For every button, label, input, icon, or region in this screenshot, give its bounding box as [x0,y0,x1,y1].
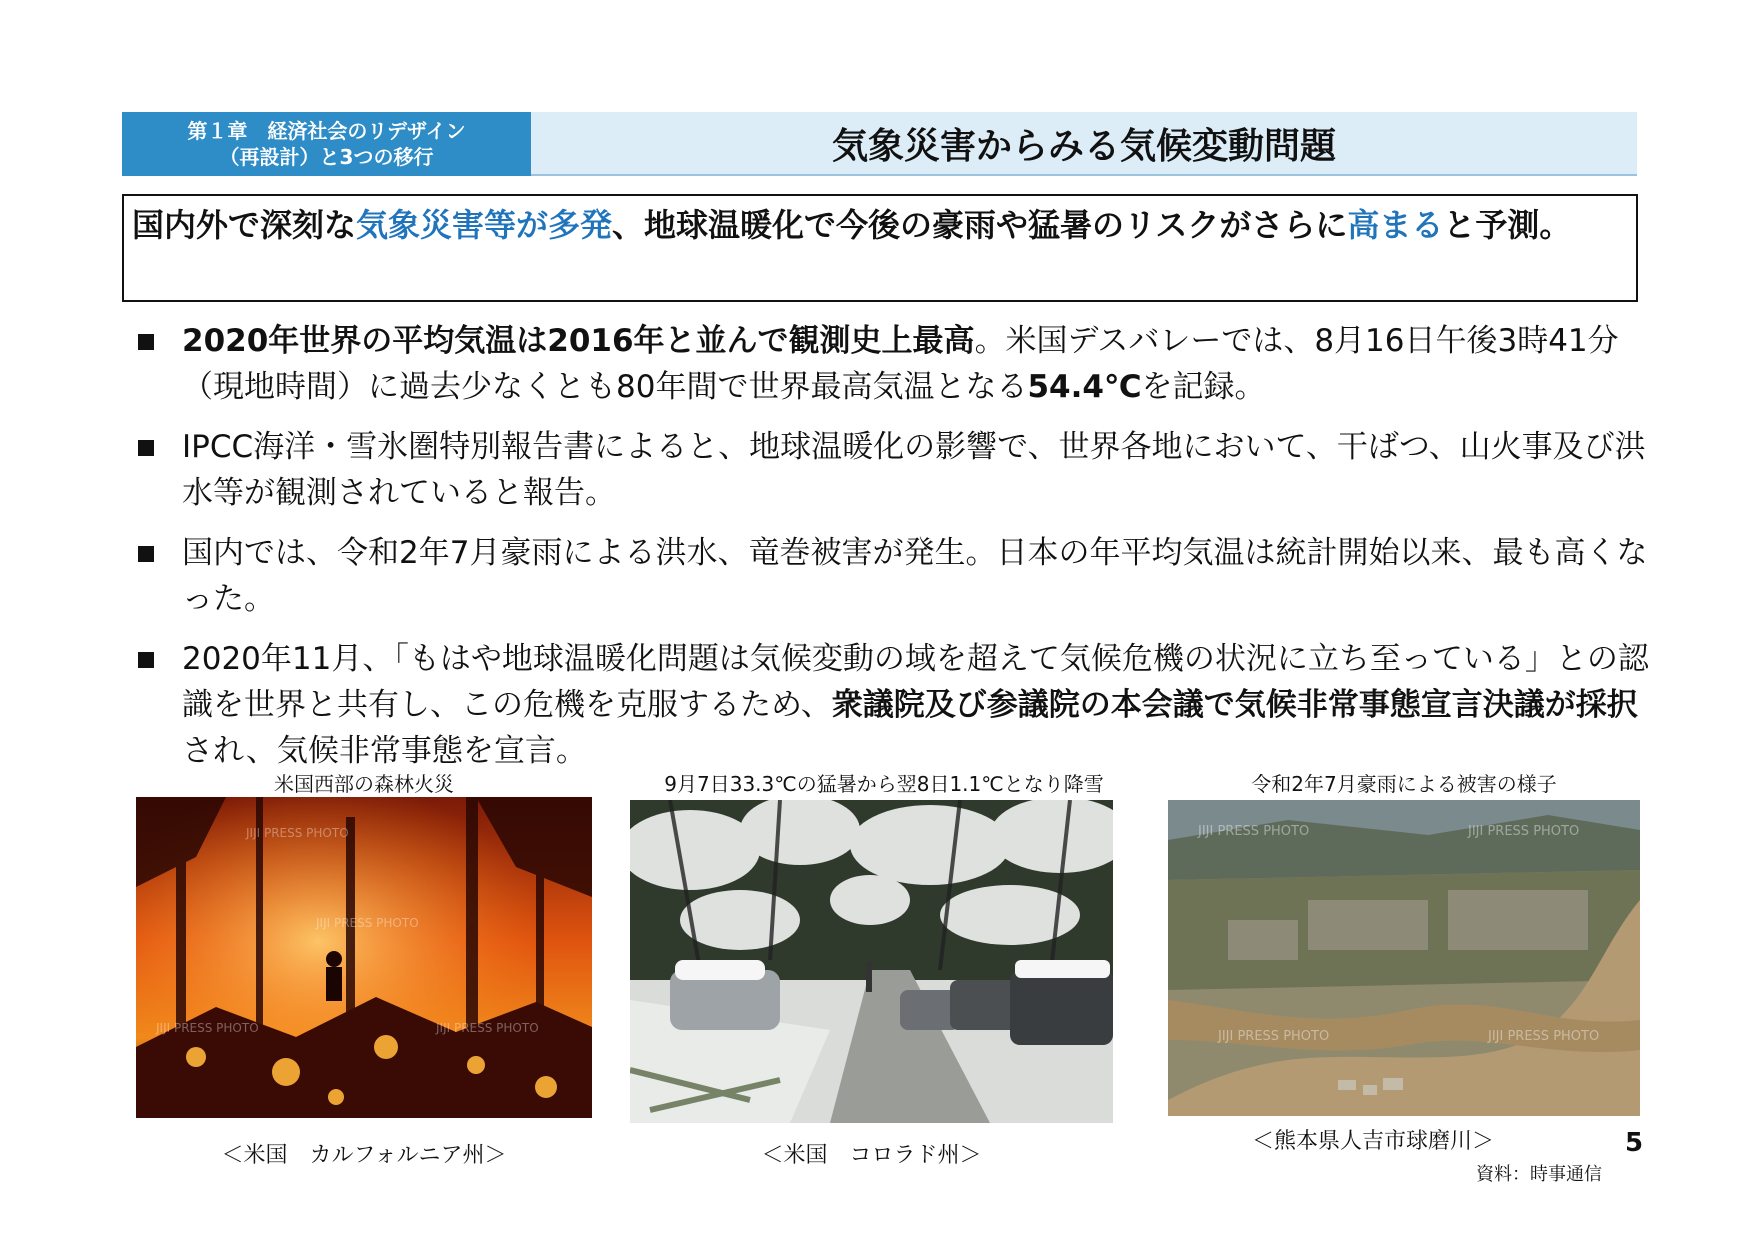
bullet-item [138,530,1658,622]
bullet-item [138,424,1658,516]
bullet-4-text-2: され、気候非常事態を宣言。 [182,733,587,769]
title-bar [531,112,1637,176]
watermark-text-4: JIJI PRESS PHOTO [436,1021,539,1035]
bullet-item [138,318,1658,410]
watermark-text-2: JIJI PRESS PHOTO [316,916,419,930]
watermark-text-5: JIJI PRESS PHOTO [1198,824,1310,839]
bullet-4-text-1: 2020年11月、「もはや地球温暖化問題は気候変動の域を超えて気候危機の状況に立ち至っている」との認識を世界と共有し、この危機を克服するため、 [182,641,1649,723]
source-note: 資料：時事通信 [1476,1164,1602,1185]
summary-part-1: 国内外で深刻な [132,206,357,244]
watermark-text-6: JIJI PRESS PHOTO [1468,824,1580,839]
bullet-1-text-2: を記録。 [1141,369,1266,405]
bullet-item [138,636,1658,774]
photo-place-colorado: ＜米国 コロラド州＞ [761,1143,982,1168]
photo-caption-flood: 令和2年7月豪雨による被害の様子 [1251,772,1557,796]
page-number: 5 [1625,1128,1644,1158]
summary-highlight-1: 気象災害等が多発 [356,206,613,244]
bullet-3-text: 国内では、令和2年7月豪雨による洪水、竜巻被害が発生。日本の年平均気温は統計開始以来、最も高くなった。 [182,535,1648,617]
watermark-text-1: JIJI PRESS PHOTO [246,826,349,840]
flood-photo [1168,800,1640,1116]
square-bullet-icon [138,440,154,456]
summary-part-3: 、地球温暖化で今後の豪雨や猛暑のリスクがさらに [612,206,1348,244]
bullet-list [138,318,1658,788]
chapter-label [122,112,531,176]
snow-photo [630,800,1113,1123]
summary-part-5: と予測。 [1443,206,1572,244]
square-bullet-icon [138,546,154,562]
summary-highlight-2: 高まる [1347,206,1444,244]
square-bullet-icon [138,334,154,350]
photo-caption-wildfire: 米国西部の森林火災 [274,772,454,796]
bullet-1-bold-1: 2020年世界の平均気温は2016年と並んで観測史上最高 [182,323,975,359]
photo-place-kumamoto: ＜熊本県人吉市球磨川＞ [1251,1129,1494,1154]
bullet-1-bold-2: 54.4℃ [1027,369,1142,405]
watermark-text-8: JIJI PRESS PHOTO [1488,1029,1600,1044]
photo-place-california: ＜米国 カルフォルニア州＞ [221,1143,507,1168]
page-title: 気象災害からみる気候変動問題 [831,125,1336,167]
chapter-line-2: （再設計）と3つの移行 [219,145,434,169]
chapter-line-1: 第１章 経済社会のリデザイン [187,119,466,143]
wildfire-photo [136,797,592,1118]
bullet-2-text: IPCC海洋・雪氷圏特別報告書によると、地球温暖化の影響で、世界各地において、干ばつ、山火事及び洪水等が観測されていると報告。 [182,429,1646,511]
summary-box [122,194,1638,302]
photo-caption-snow: 9月7日33.3℃の猛暑から翌8日1.1℃となり降雪 [664,772,1104,796]
watermark-text-3: JIJI PRESS PHOTO [156,1021,259,1035]
bullet-1-text-1: 。米国デスバレーでは、8月16日午後3時41分（現地時間）に過去少なくとも80年間で世界最高気温となる [182,323,1619,405]
bullet-4-bold-1: 衆議院及び参議院の本会議で気候非常事態宣言決議が採択 [831,687,1638,723]
square-bullet-icon [138,652,154,668]
watermark-text-7: JIJI PRESS PHOTO [1218,1029,1330,1044]
